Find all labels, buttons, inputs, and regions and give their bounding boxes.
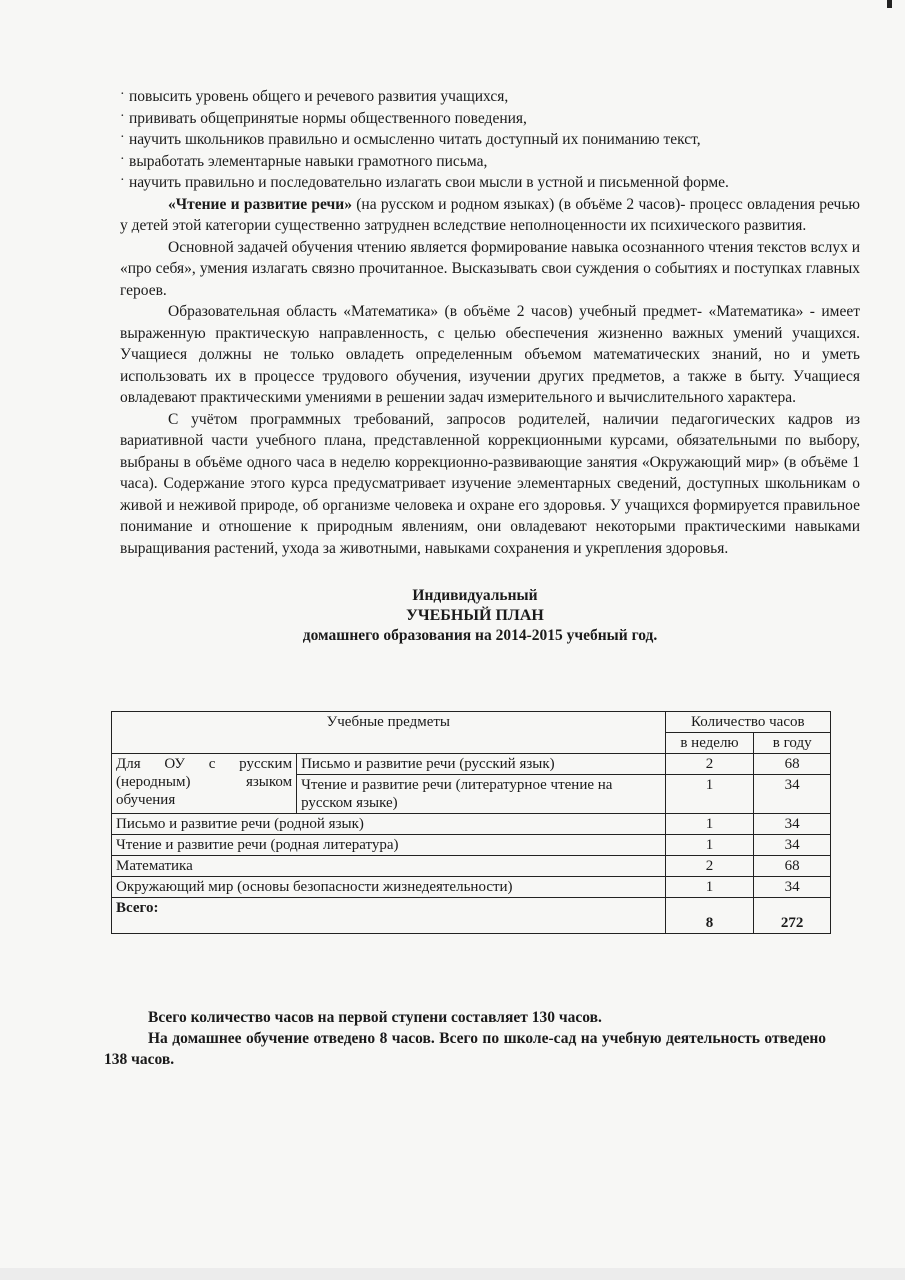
hours-year-cell: 34	[754, 775, 831, 814]
paragraph-reading-title: «Чтение и развитие речи»	[168, 195, 352, 213]
total-label: Всего:	[112, 898, 666, 934]
hours-year-cell: 34	[754, 835, 831, 856]
hours-week-cell: 1	[665, 775, 754, 814]
hours-week-cell: 2	[665, 754, 754, 775]
plan-title-line2: УЧЕБНЫЙ ПЛАН	[406, 607, 544, 624]
plan-title	[120, 586, 860, 646]
table-row	[112, 835, 831, 856]
group-label: Для ОУ с русским (неродным) языком обучения	[112, 754, 297, 814]
scan-bottom-edge	[0, 1268, 905, 1280]
document-body	[120, 86, 860, 646]
goal-item: · выработать элементарные навыки грамотного письма,	[120, 151, 860, 173]
table-total-row	[112, 898, 831, 934]
goal-item: · научить правильно и последовательно излагать свои мысли в устной и письменной форме.	[120, 172, 860, 194]
subject-cell: Математика	[112, 856, 666, 877]
curriculum-table	[111, 711, 831, 934]
goals-list	[120, 86, 860, 194]
header-subjects: Учебные предметы	[112, 712, 666, 754]
total-week: 8	[665, 898, 754, 934]
total-year: 272	[754, 898, 831, 934]
subject-cell: Окружающий мир (основы безопасности жизнедеятельности)	[112, 877, 666, 898]
subject-cell: Чтение и развитие речи (литературное чтение на русском языке)	[297, 775, 666, 814]
header-hours: Количество часов	[665, 712, 830, 733]
header-per-year: в году	[754, 733, 831, 754]
goal-item: · повысить уровень общего и речевого развития учащихся,	[120, 86, 860, 108]
summary-block	[104, 1007, 826, 1070]
hours-year-cell: 34	[754, 877, 831, 898]
hours-year-cell: 68	[754, 754, 831, 775]
goal-item: · прививать общепринятые нормы общественного поведения,	[120, 108, 860, 130]
subject-cell: Чтение и развитие речи (родная литература)	[112, 835, 666, 856]
hours-week-cell: 1	[665, 814, 754, 835]
hours-week-cell: 1	[665, 835, 754, 856]
hours-year-cell: 34	[754, 814, 831, 835]
table-row	[112, 754, 831, 775]
hours-week-cell: 2	[665, 856, 754, 877]
plan-title-line3: домашнего образования на 2014-2015 учебный год.	[302, 627, 658, 644]
table-header-row	[112, 712, 831, 733]
subject-cell: Письмо и развитие речи (родной язык)	[112, 814, 666, 835]
paragraph-reading-text: (на русском и родном языках) (в объёме 2 часов)- процесс овладения речью у детей этой категории существенно затруднен вследствие неполноценности их психического развития.	[120, 195, 860, 234]
plan-title-line1: Индивидуальный	[412, 587, 538, 604]
scan-corner-mark	[887, 0, 892, 8]
hours-week-cell: 1	[665, 877, 754, 898]
table-row	[112, 856, 831, 877]
table-row	[112, 877, 831, 898]
paragraph-math: Образовательная область «Математика» (в объёме 2 часов) учебный предмет- «Математика» - имеет выраженную практическую направленность, с целью обеспечения жизненно важных умений учащихся. Учащиеся должны не только овладеть определенным объемом математических знаний, но и уметь использовать их в процессе трудового обучения, изучении других предметов, а также в быту. Учащиеся овладевают практическими умениями в решении задач измерительного и вычислительного характера.	[120, 303, 860, 406]
subject-cell: Письмо и развитие речи (русский язык)	[297, 754, 666, 775]
summary-line-first-stage: Всего количество часов на первой ступени составляет 130 часов.	[148, 1009, 602, 1026]
summary-line-home-study: На домашнее обучение отведено 8 часов. Всего по школе-сад на учебную деятельность отведено 138 часов.	[104, 1030, 826, 1068]
paragraph-reading-task: Основной задачей обучения чтению является формирование навыка осознанного чтения текстов вслух и «про себя», умения излагать связно прочитанное. Высказывать свои суждения о событиях и поступках главных героев.	[120, 238, 860, 299]
table-row	[112, 814, 831, 835]
paragraph-world: С учётом программных требований, запросов родителей, наличии педагогических кадров из вариативной части учебного плана, представленной коррекционными курсами, обязательными по выбору, выбраны в объёме одного часа в неделю коррекционно-развивающие занятия «Окружающий мир» (в объёме 1 часа). Содержание этого курса предусматривает изучение элементарных сведений, доступных школьникам о живой и неживой природе, об организме человека и охране его здоровья. У учащихся формируется правильное понимание и отношение к природным явлениям, они овладевают некоторыми практическими навыками выращивания растений, ухода за животными, навыками сохранения и укрепления здоровья.	[120, 410, 860, 557]
header-per-week: в неделю	[665, 733, 754, 754]
paragraph-reading	[120, 194, 860, 237]
hours-year-cell: 68	[754, 856, 831, 877]
goal-item: · научить школьников правильно и осмысленно читать доступный их пониманию текст,	[120, 129, 860, 151]
